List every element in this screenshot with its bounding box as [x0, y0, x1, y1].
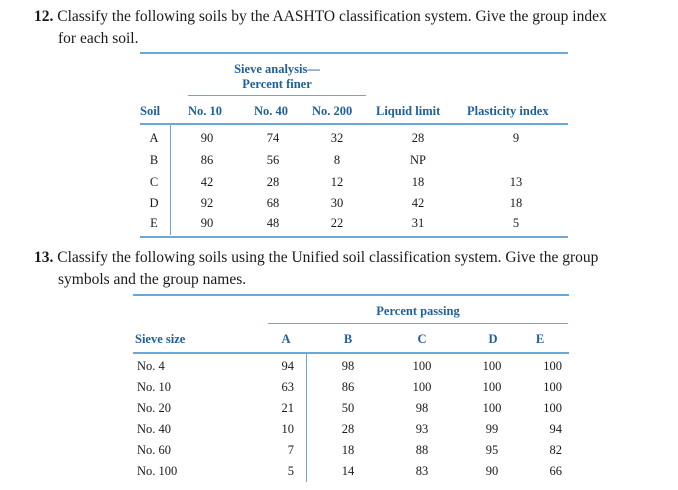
- q13-cell: No. 4: [137, 359, 165, 373]
- q12-col-no200: No. 200: [312, 104, 353, 118]
- q12-cell: C: [149, 175, 159, 189]
- q12-cell: 18: [411, 175, 425, 189]
- q13-cell: 86: [341, 380, 355, 394]
- q12-group-rule: [188, 95, 366, 96]
- q12-cell: 28: [266, 175, 280, 189]
- q12-cell: 5: [512, 216, 520, 230]
- q12-cell: 90: [200, 216, 214, 230]
- q12-cell: 86: [200, 153, 214, 167]
- q13-text-line2: symbols and the group names.: [58, 271, 247, 288]
- q12-cell: 92: [200, 196, 214, 210]
- q12-cell: 28: [411, 131, 425, 145]
- q12-cell: 48: [266, 216, 280, 230]
- q13-prompt: Classify the following soils using the Unified soil classification system. Give the group: [57, 249, 599, 266]
- q12-cell: 13: [509, 175, 523, 189]
- q12-soil-divider: [170, 125, 171, 235]
- q13-cell: 98: [415, 401, 429, 415]
- q13-cell: 21: [281, 401, 294, 415]
- q12-group-header-line2: Percent finer: [242, 77, 312, 91]
- q13-col-b: B: [343, 332, 353, 346]
- q12-cell: 22: [330, 216, 344, 230]
- q12-cell: 8: [333, 153, 341, 167]
- q13-cell: 10: [281, 422, 294, 436]
- q13-cell: 50: [341, 401, 355, 415]
- q12-col-no10: No. 10: [188, 104, 223, 118]
- q13-header-rule: [133, 352, 569, 354]
- q13-col-divider-ab: [306, 354, 307, 482]
- q13-cell: 66: [549, 464, 562, 478]
- q12-group-header-line1: Sieve analysis—: [234, 62, 320, 76]
- q13-group-header: Percent passing: [376, 304, 460, 318]
- q13-number: 13.: [34, 249, 54, 266]
- q12-cell: 68: [266, 196, 280, 210]
- q13-col-d: D: [488, 332, 498, 346]
- q12-cell: 90: [200, 131, 214, 145]
- q12-header-rule: [140, 123, 568, 125]
- q12-cell: 32: [330, 131, 344, 145]
- q13-cell: 95: [485, 443, 499, 457]
- q12-number: 12.: [34, 8, 54, 25]
- q13-cell: 100: [543, 359, 562, 373]
- q12-cell: D: [149, 196, 159, 210]
- q13-cell: 5: [287, 464, 294, 478]
- q13-cell: 18: [341, 443, 355, 457]
- q12-cell: 42: [200, 175, 214, 189]
- q13-cell: 88: [415, 443, 429, 457]
- q12-cell: 18: [509, 196, 523, 210]
- q13-col-a: A: [281, 332, 291, 346]
- q12-cell: 30: [330, 196, 344, 210]
- q12-col-no40: No. 40: [254, 104, 289, 118]
- q12-cell: E: [150, 216, 158, 230]
- q13-cell: 100: [543, 380, 562, 394]
- q13-cell: No. 10: [137, 380, 172, 394]
- q12-text-line2: for each soil.: [58, 30, 139, 47]
- q12-cell: 42: [411, 196, 425, 210]
- q12-cell: 12: [330, 175, 344, 189]
- q13-cell: 7: [287, 443, 294, 457]
- q13-cell: 28: [341, 422, 355, 436]
- q13-cell: 14: [341, 464, 355, 478]
- q13-cell: 100: [482, 380, 502, 394]
- q13-col-c: C: [417, 332, 427, 346]
- q13-table-top-rule: [133, 294, 569, 296]
- q13-cell: 100: [412, 380, 432, 394]
- q12-cell: 31: [411, 216, 425, 230]
- q13-col-sieve-size: Sieve size: [135, 332, 186, 346]
- q13-cell: 83: [415, 464, 429, 478]
- q13-cell: No. 20: [137, 401, 172, 415]
- q12-col-soil: Soil: [140, 104, 161, 118]
- q13-cell: 90: [485, 464, 499, 478]
- q13-cell: 100: [543, 401, 562, 415]
- q13-group-rule: [268, 323, 568, 324]
- q13-cell: 100: [482, 401, 502, 415]
- q13-cell: 98: [341, 359, 355, 373]
- q12-cell: NP: [410, 153, 426, 167]
- q13-cell: 63: [281, 380, 294, 394]
- q12-prompt: Classify the following soils by the AASHTO classification system. Give the group index: [57, 8, 607, 25]
- q12-cell: 9: [512, 131, 520, 145]
- q12-col-liquid-limit: Liquid limit: [376, 104, 441, 118]
- q13-cell: 94: [281, 359, 294, 373]
- q12-text-line1: [34, 6, 607, 28]
- q13-cell: 82: [549, 443, 562, 457]
- q12-table-bottom-rule: [140, 236, 568, 238]
- q13-col-e: E: [535, 332, 545, 346]
- q13-cell: No. 40: [137, 422, 172, 436]
- q13-cell: 93: [415, 422, 429, 436]
- q12-cell: 56: [266, 153, 280, 167]
- q12-table-top-rule: [140, 52, 568, 54]
- q13-cell: No. 100: [137, 464, 178, 478]
- q12-col-plasticity-index: Plasticity index: [467, 104, 549, 118]
- q13-cell: 99: [485, 422, 499, 436]
- q12-cell: 74: [266, 131, 280, 145]
- q13-cell: 94: [549, 422, 562, 436]
- q12-cell: A: [149, 131, 159, 145]
- q13-cell: No. 60: [137, 443, 172, 457]
- q12-cell: B: [149, 153, 159, 167]
- q13-cell: 100: [412, 359, 432, 373]
- q13-cell: 100: [482, 359, 502, 373]
- q13-text-line1: [34, 247, 598, 269]
